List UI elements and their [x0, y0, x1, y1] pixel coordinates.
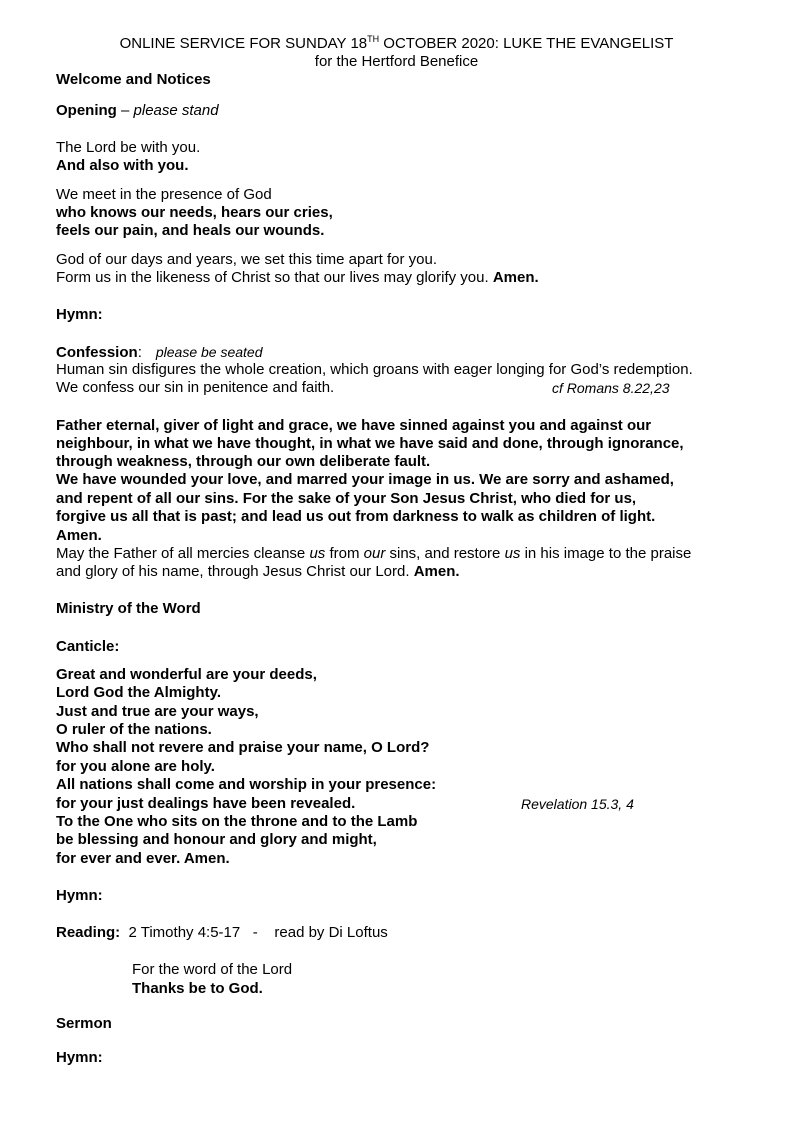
- confession-prayer-line: We have wounded your love, and marred your image in us. We are sorry and ashamed,: [56, 471, 674, 488]
- confession-prayer-line: and repent of all our sins. For the sake of your Son Jesus Christ, who died for us,: [56, 490, 637, 507]
- canticle-line: Great and wonderful are your deeds,: [56, 666, 317, 683]
- absolution-us: us: [309, 545, 326, 562]
- reading-line: [56, 924, 388, 942]
- confession-prayer-line: Father eternal, giver of light and grace, we have sinned against you and against our: [56, 417, 652, 434]
- absolution-text: from: [325, 545, 364, 562]
- confession-intro-1: Human sin disfigures the whole creation, which groans with eager longing for God’s redemption.: [56, 361, 693, 378]
- greeting-line: The Lord be with you.: [56, 139, 201, 156]
- opening-amen: Amen.: [492, 269, 539, 286]
- welcome-heading: Welcome and Notices: [56, 71, 211, 88]
- opening-prayer-2-text: Form us in the likeness of Christ so that our lives may glorify you.: [56, 269, 493, 286]
- confession-prayer-amen: Amen.: [56, 527, 102, 544]
- absolution-text: sins, and restore: [385, 545, 505, 562]
- opening-dash: –: [116, 102, 134, 119]
- canticle-line: for you alone are holy.: [56, 758, 215, 775]
- opening-prayer-1: God of our days and years, we set this time apart for you.: [56, 251, 438, 268]
- confession-prayer-line: neighbour, in what we have thought, in what we have said and done, through ignorance,: [56, 435, 684, 452]
- canticle-line: Lord God the Almighty.: [56, 684, 221, 701]
- confession-reference: cf Romans 8.22,23: [552, 380, 670, 396]
- confession-prayer-line: forgive us all that is past; and lead us out from darkness to walk as children of light.: [56, 508, 656, 525]
- title-text-continued: OCTOBER 2020: LUKE THE EVANGELIST: [379, 35, 674, 52]
- confession-heading: Confession: [56, 344, 138, 361]
- absolution-line-1: [56, 545, 691, 563]
- hymn-heading-2: Hymn:: [56, 887, 103, 904]
- confession-heading-line: [56, 343, 263, 362]
- opening-heading-line: [56, 102, 219, 120]
- reading-heading: Reading:: [56, 924, 121, 941]
- reading-text: 2 Timothy 4:5-17 - read by Di Loftus: [120, 924, 388, 941]
- absolution-text: and glory of his name, through Jesus Christ our Lord.: [56, 563, 414, 580]
- service-title: [0, 35, 793, 53]
- opening-heading: Opening: [56, 102, 117, 119]
- hymn-heading-3: Hymn:: [56, 1049, 103, 1066]
- canticle-line: for ever and ever. Amen.: [56, 850, 230, 867]
- service-subtitle: for the Hertford Benefice: [314, 53, 479, 70]
- absolution-us: us: [504, 545, 521, 562]
- canticle-line: Just and true are your ways,: [56, 703, 259, 720]
- opening-prayer-2: [56, 269, 539, 287]
- meet-response-1: who knows our needs, hears our cries,: [56, 204, 333, 221]
- opening-instruction: please stand: [133, 102, 219, 119]
- hymn-heading-1: Hymn:: [56, 306, 103, 323]
- confession-instruction: please be seated: [155, 344, 263, 360]
- canticle-line: To the One who sits on the throne and to the Lamb: [56, 813, 418, 830]
- absolution-our: our: [363, 545, 386, 562]
- confession-prayer-line: through weakness, through our own deliberate fault.: [56, 453, 431, 470]
- absolution-text: May the Father of all mercies cleanse: [56, 545, 310, 562]
- canticle-line: All nations shall come and worship in your presence:: [56, 776, 437, 793]
- sermon-heading: Sermon: [56, 1015, 112, 1032]
- title-superscript: TH: [367, 34, 380, 44]
- greeting-response: And also with you.: [56, 157, 189, 174]
- canticle-line: O ruler of the nations.: [56, 721, 212, 738]
- canticle-heading: Canticle:: [56, 638, 120, 655]
- absolution-text: in his image to the praise: [520, 545, 692, 562]
- confession-intro-2: We confess our sin in penitence and faith.: [56, 379, 335, 396]
- canticle-reference: Revelation 15.3, 4: [521, 796, 634, 812]
- reading-versicle: For the word of the Lord: [132, 961, 293, 978]
- meet-line: We meet in the presence of God: [56, 186, 272, 203]
- absolution-line-2: [56, 563, 460, 581]
- ministry-heading: Ministry of the Word: [56, 600, 201, 617]
- meet-response-2: feels our pain, and heals our wounds.: [56, 222, 325, 239]
- canticle-line: be blessing and honour and glory and might,: [56, 831, 377, 848]
- absolution-amen: Amen.: [413, 563, 460, 580]
- canticle-line: Who shall not revere and praise your name, O Lord?: [56, 739, 430, 756]
- confession-colon: :: [137, 344, 142, 361]
- reading-response: Thanks be to God.: [132, 980, 263, 997]
- canticle-line: for your just dealings have been revealed.: [56, 795, 356, 812]
- title-text: ONLINE SERVICE FOR SUNDAY 18: [119, 35, 368, 52]
